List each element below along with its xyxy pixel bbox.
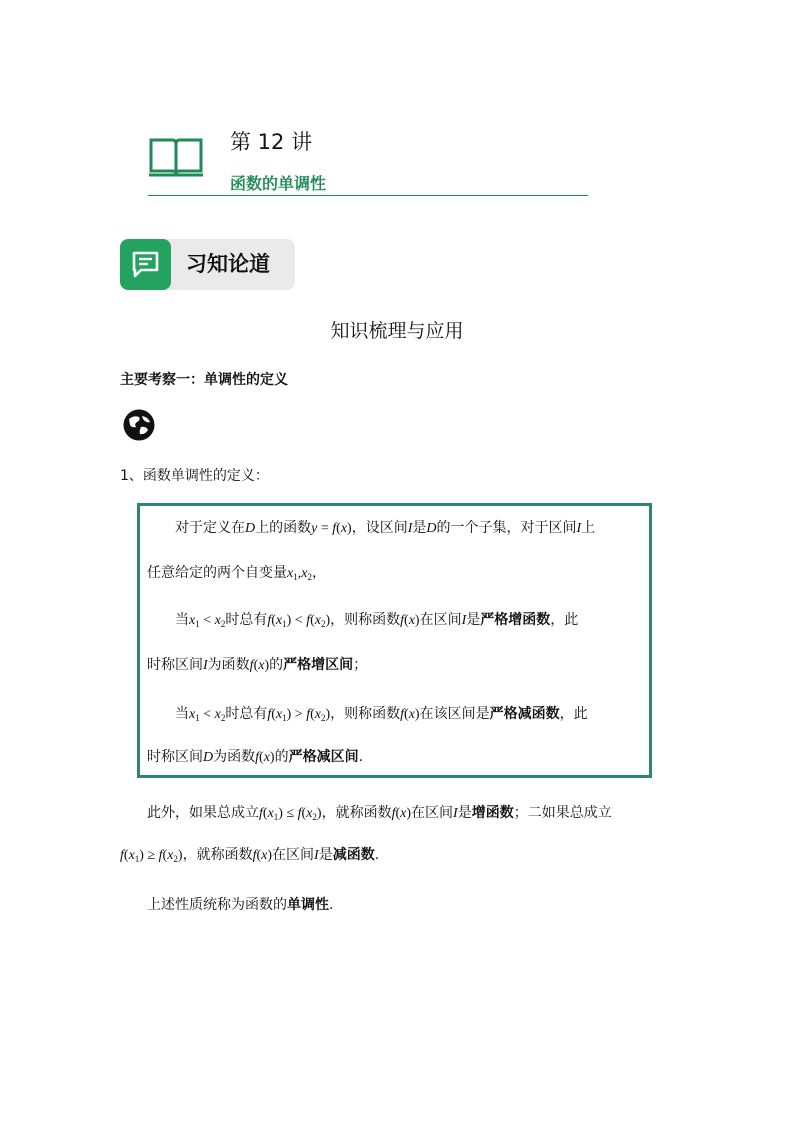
lecture-number: 第 12 讲: [230, 130, 313, 154]
definition-decreasing-line-1: 当$x_1 < x_2$时总有$f(x_1) > f(x_2)$，则称函数f(x)在该区间是严格减函数，此: [175, 706, 588, 723]
definition-increasing-line-2: 时称区间I为函数f(x)的严格增区间；: [147, 657, 368, 673]
paragraph-non-strict-line-2: $f(x_1) \ge f(x_2)$，就称函数f(x)在区间I是减函数.: [120, 847, 380, 864]
item-title: 1、函数单调性的定义：: [120, 468, 269, 484]
topic-title: 函数的单调性: [230, 174, 327, 193]
paragraph-non-strict-line-1: 此外，如果总成立$f(x_1) \le f(x_2)$，就称函数f(x)在区间I是增函数；二如果总成立: [147, 805, 612, 822]
globe-icon: [122, 408, 156, 442]
definition-line-1: 对于定义在D上的函数y = f(x)，设区间I是D的一个子集，对于区间I上: [175, 520, 596, 536]
definition-line-2: 任意给定的两个自变量$x_1,x_2$，: [147, 565, 326, 582]
definition-box: [137, 503, 652, 778]
section-heading: 知识梳理与应用: [330, 320, 464, 342]
header-divider: [148, 195, 588, 196]
open-book-icon: [148, 137, 204, 177]
topic-heading: 主要考察一：单调性的定义: [120, 372, 288, 388]
badge-icon-box: [120, 239, 171, 290]
chat-message-icon: [131, 250, 160, 279]
paragraph-monotonicity: 上述性质统称为函数的单调性.: [147, 897, 334, 913]
section-badge: [120, 239, 295, 290]
definition-increasing-line-1: 当$x_1 < x_2$时总有$f(x_1) < f(x_2)$，则称函数f(x)在区间I是严格增函数，此: [175, 612, 579, 629]
badge-label: 习知论道: [186, 252, 270, 276]
definition-decreasing-line-2: 时称区间D为函数f(x)的严格减区间.: [147, 749, 364, 765]
